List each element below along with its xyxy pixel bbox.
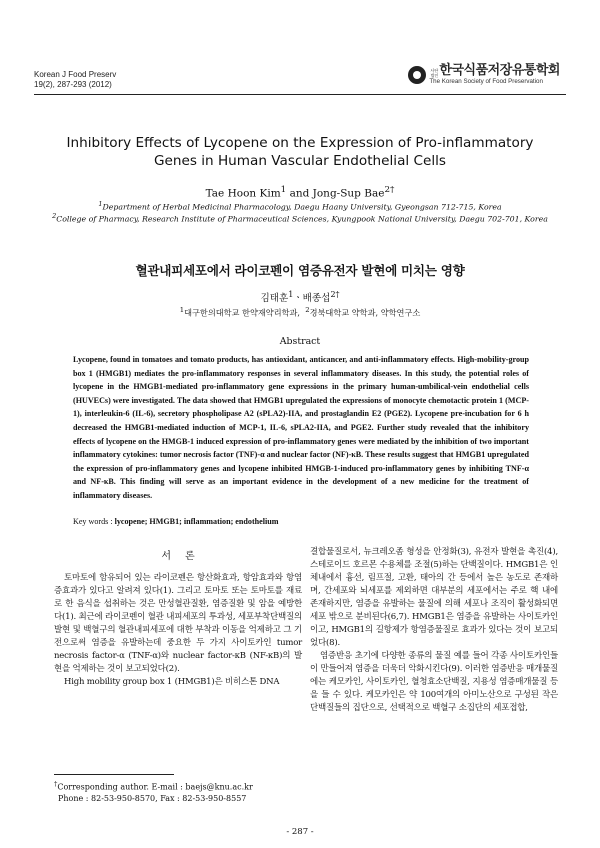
korean-affiliation-text: 경북대학교 약학과, 약학연구소 <box>309 307 421 318</box>
author-conjunction: and <box>286 187 313 200</box>
author-name: Jong-Sup Bae <box>312 187 385 200</box>
affiliation-mark: 1 <box>98 200 103 208</box>
body-paragraph: 토마토에 함유되어 있는 라이코펜은 항산화효과, 항암효과와 항염증효과가 있다고 알려져 있다(1). 그리고 토마토 또는 토마토를 재료로 한 음식을 섭취하는 것은 만성혈관질환, 염증질환 및 암을 예방한다(1). 최근에 라이코펜이 혈관 내피세포의 투과성, 세포부착단백질의 발현 및 백혈구의 혈관내피세포에 대한 부착과 이동을 억제하고 그 기전으로써 염증을 유발하는데 중요한 두 가지 사이토카인 tumor necrosis factor-α (TNF-α)와 nuclear factor-κB (NF-κB)의 발현을 억제하는 것이 보고되었다(2). <box>54 573 302 674</box>
affiliation-2 <box>30 211 570 225</box>
left-column <box>54 550 302 689</box>
footnote-phone: Phone : 82-53-950-8570, Fax : 82-53-950-8557 <box>58 793 247 803</box>
korean-author-name: 배종섭 <box>302 293 331 305</box>
korean-author-list <box>40 290 560 304</box>
society-emblem-icon <box>408 66 426 84</box>
footnote-divider <box>54 774 174 775</box>
society-english-name: The Korean Society of Food Preservation <box>429 78 543 85</box>
affiliation-mark: 1 <box>179 306 185 314</box>
korean-affiliations <box>40 306 560 319</box>
keywords-list: lycopene; HMGB1; inflammation; endothelium <box>114 517 279 526</box>
footnote-email: Corresponding author. E-mail : baejs@knu.ac.kr <box>57 782 253 792</box>
korean-title: 혈관내피세포에서 라이코펜이 염증유전자 발현에 미치는 영향 <box>135 263 465 278</box>
keywords-line <box>73 517 529 526</box>
body-paragraph: 결합물질로서, 뉴크레오좀 형성을 안정화(3), 유전자 발현을 촉진(4), 스테로이드 호르몬 수용체를 조절(5)하는 단백질이다. HMGB1은 인체내에서 흉선, 림프절, 고환, 태아의 간 등에서 높은 농도로 존재하며, 간세포와 뇌세포를 제외하면 대부분의 세포에서는 주로 핵 내에 존재하지만, 염증을 유발하는 물질에 의해 세포나 조직이 활성화되면 세포 밖으로 분비된다(6,7). HMGB1은 염증을 유발하는 사이토카인이고, HMGB1의 길항제가 항염증물질로 효과가 있다는 것이 보고되었다(8). <box>310 547 558 648</box>
corresponding-author-footnote <box>54 779 253 804</box>
keywords-label: Key words : <box>73 517 115 526</box>
author-superscript: 2† <box>384 185 395 195</box>
korean-author-name: 김태훈 <box>260 293 289 305</box>
journal-volume: 19(2), 287-293 (2012) <box>34 80 112 89</box>
paper-title <box>40 134 560 170</box>
affiliation-text: College of Pharmacy, Research Institute of Pharmaceutical Sciences, Kyungpook National University, Daegu 702-701, Korea <box>56 214 548 224</box>
header-divider <box>34 94 566 95</box>
affiliation-mark: 2 <box>305 306 310 314</box>
page-number: - 287 - <box>286 827 314 837</box>
author-name: Tae Hoon Kim <box>205 187 281 200</box>
journal-info <box>34 70 116 90</box>
society-small-label: 사단법인 <box>430 68 439 78</box>
author-superscript: 2† <box>330 290 340 299</box>
section-heading: 서론 <box>161 551 209 562</box>
title-line-1: Inhibitory Effects of Lycopene on the Expression of Pro-inflammatory <box>66 135 534 151</box>
abstract-heading: Abstract <box>279 336 321 347</box>
footnote-mark: † <box>54 780 58 788</box>
body-paragraph: High mobility group box 1 (HMGB1)은 비히스톤 DNA <box>64 677 280 687</box>
right-column <box>310 546 558 715</box>
title-line-2: Genes in Human Vascular Endothelial Cells <box>153 153 447 169</box>
journal-name: Korean J Food Preserv <box>34 70 117 79</box>
author-list <box>40 185 560 200</box>
korean-affiliation-text: 대구한의대학교 한약재약리학과, <box>184 307 301 318</box>
abstract-body: Lycopene, found in tomatoes and tomato products, has antioxidant, anticancer, and anti-inflammatory effects. High-mobility-group box 1 (HMGB1) mediates the pro-inflammatory responses in several inflammatory diseases. In this study, the potential roles of lycopene in the HMGB1-mediated pro-inflammatory gene expressions in the primary human-umbilical-vein endothelial cells (HUVECs) were investigated. The data showed that HMGB1 upregulated the expressions of monocyte chemotactic protein 1 (MCP-1), interleukin-6 (IL-6), secretory phospholipase A2 (sPLA2)-IIA, and prostaglandin E2 (PGE2). Lycopene pre-incubation for 6 h decreased the HMGB1-mediated induction of MCP-1, IL-6, sPLA2-IIA, and PGE2. Further study revealed that the inhibitory effects of lycopene on the HMGB-1 induced expression of pro-inflammatory genes were mediated by the inhibition of two important inflammatory cytokines: tumor necrosis factor (TNF)-α and nuclear factor (NF)-κB. These results suggest that HMGB1 upregulated the expression of pro-inflammatory genes and lycopene inhibited HMGB-1-induced pro-inflammatory genes by inhibiting TNF-α and NF-κB. This finding will serve as an important evidence in the development of a new medicine for the treatment of inflammatory diseases. <box>73 355 529 500</box>
affiliation-text: Department of Herbal Medicinal Pharmacology, Daegu Haany University, Gyeongsan 712-715, Korea <box>102 202 502 212</box>
society-logo-block <box>408 64 560 86</box>
author-superscript: 1 <box>288 290 294 299</box>
body-paragraph: 염증반응 초기에 다양한 종류의 물질 예를 들어 각종 사이토카인들이 만들어져 염증을 더욱더 악화시킨다(9). 이러한 염증반응 매개물질에는 케모카인, 사이토카인, 혈청효소단백질, 지용성 염증매개물질 등을 들 수 있다. 케모카인은 약 100여개의 아미노산으로 구성된 작은 단백질들의 집단으로, 선택적으로 백혈구 소집단의 세포접합, <box>310 651 558 713</box>
author-separator: ㆍ <box>293 293 303 305</box>
affiliation-mark: 2 <box>52 212 57 220</box>
author-superscript: 1 <box>280 185 287 195</box>
society-korean-name: 한국식품저장유통학회 <box>439 63 560 78</box>
